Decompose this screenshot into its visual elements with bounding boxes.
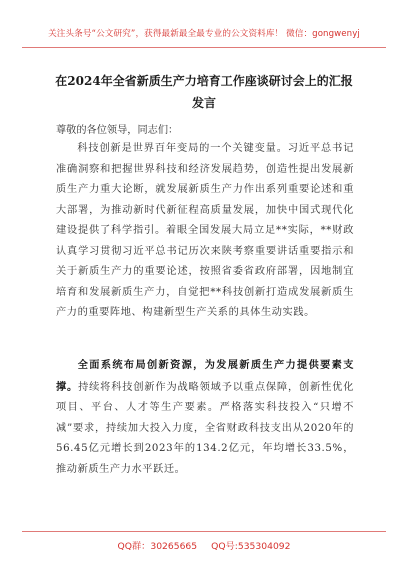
footer-qq-number: QQ号:535304092 (211, 541, 291, 552)
footer (0, 538, 408, 552)
document-title: 在2024年全省新质生产力培育工作座谈研讨会上的汇报发言 (55, 74, 353, 110)
paragraph-2 (56, 355, 354, 480)
salutation: 尊敬的各位领导，同志们： (56, 125, 179, 136)
footer-divider (22, 531, 386, 532)
paragraph-1-text: 科技创新是世界百年变局的一个关键变量。习近平总书记准确洞察和把握世界科技和经济发展趋势，创造性提出发展新质生产力重大论断，就发展新质生产力作出系列重要论述和重大部署，为推动新时代新征程高质量发展，加快中国式现代化建设提供了科学指引。着眼全国发展大局立足**实际，**财政认真学习贯彻习近平总书记历次来陕考察重要讲话重要指示和关于新质生产力的重要论述，按照省委省政府部署，因地制宜培育和发展新质生产力，自觉把**科技创新打造成发展新质生产力的重要阵地、构建新型生产关系的具体生动实践。 (56, 143, 354, 318)
footer-qq-group: QQ群：30265665 (117, 541, 198, 552)
header-banner: 关注头条号“公文研究”，获得最新最全最专业的公文资料库！ 微信：gongwenyj (48, 29, 360, 39)
paragraph-1 (56, 139, 354, 324)
header-divider (22, 47, 386, 48)
paragraph-2-lead: 全面系统布局创新资源，为发展新质生产力提供要素支撑。 (56, 359, 354, 393)
paragraph-2-text: 持续将科技创新作为战略领域予以重点保障，创新性优化项目、平台、人才等生产要素。严格落实科技投入“只增不减”要求，持续加大投入力度，全省财政科技支出从2020年的56.45亿元增长到2023年的134.2亿元，年均增长33.5%，推动新质生产力水平跃迁。 (56, 381, 354, 475)
